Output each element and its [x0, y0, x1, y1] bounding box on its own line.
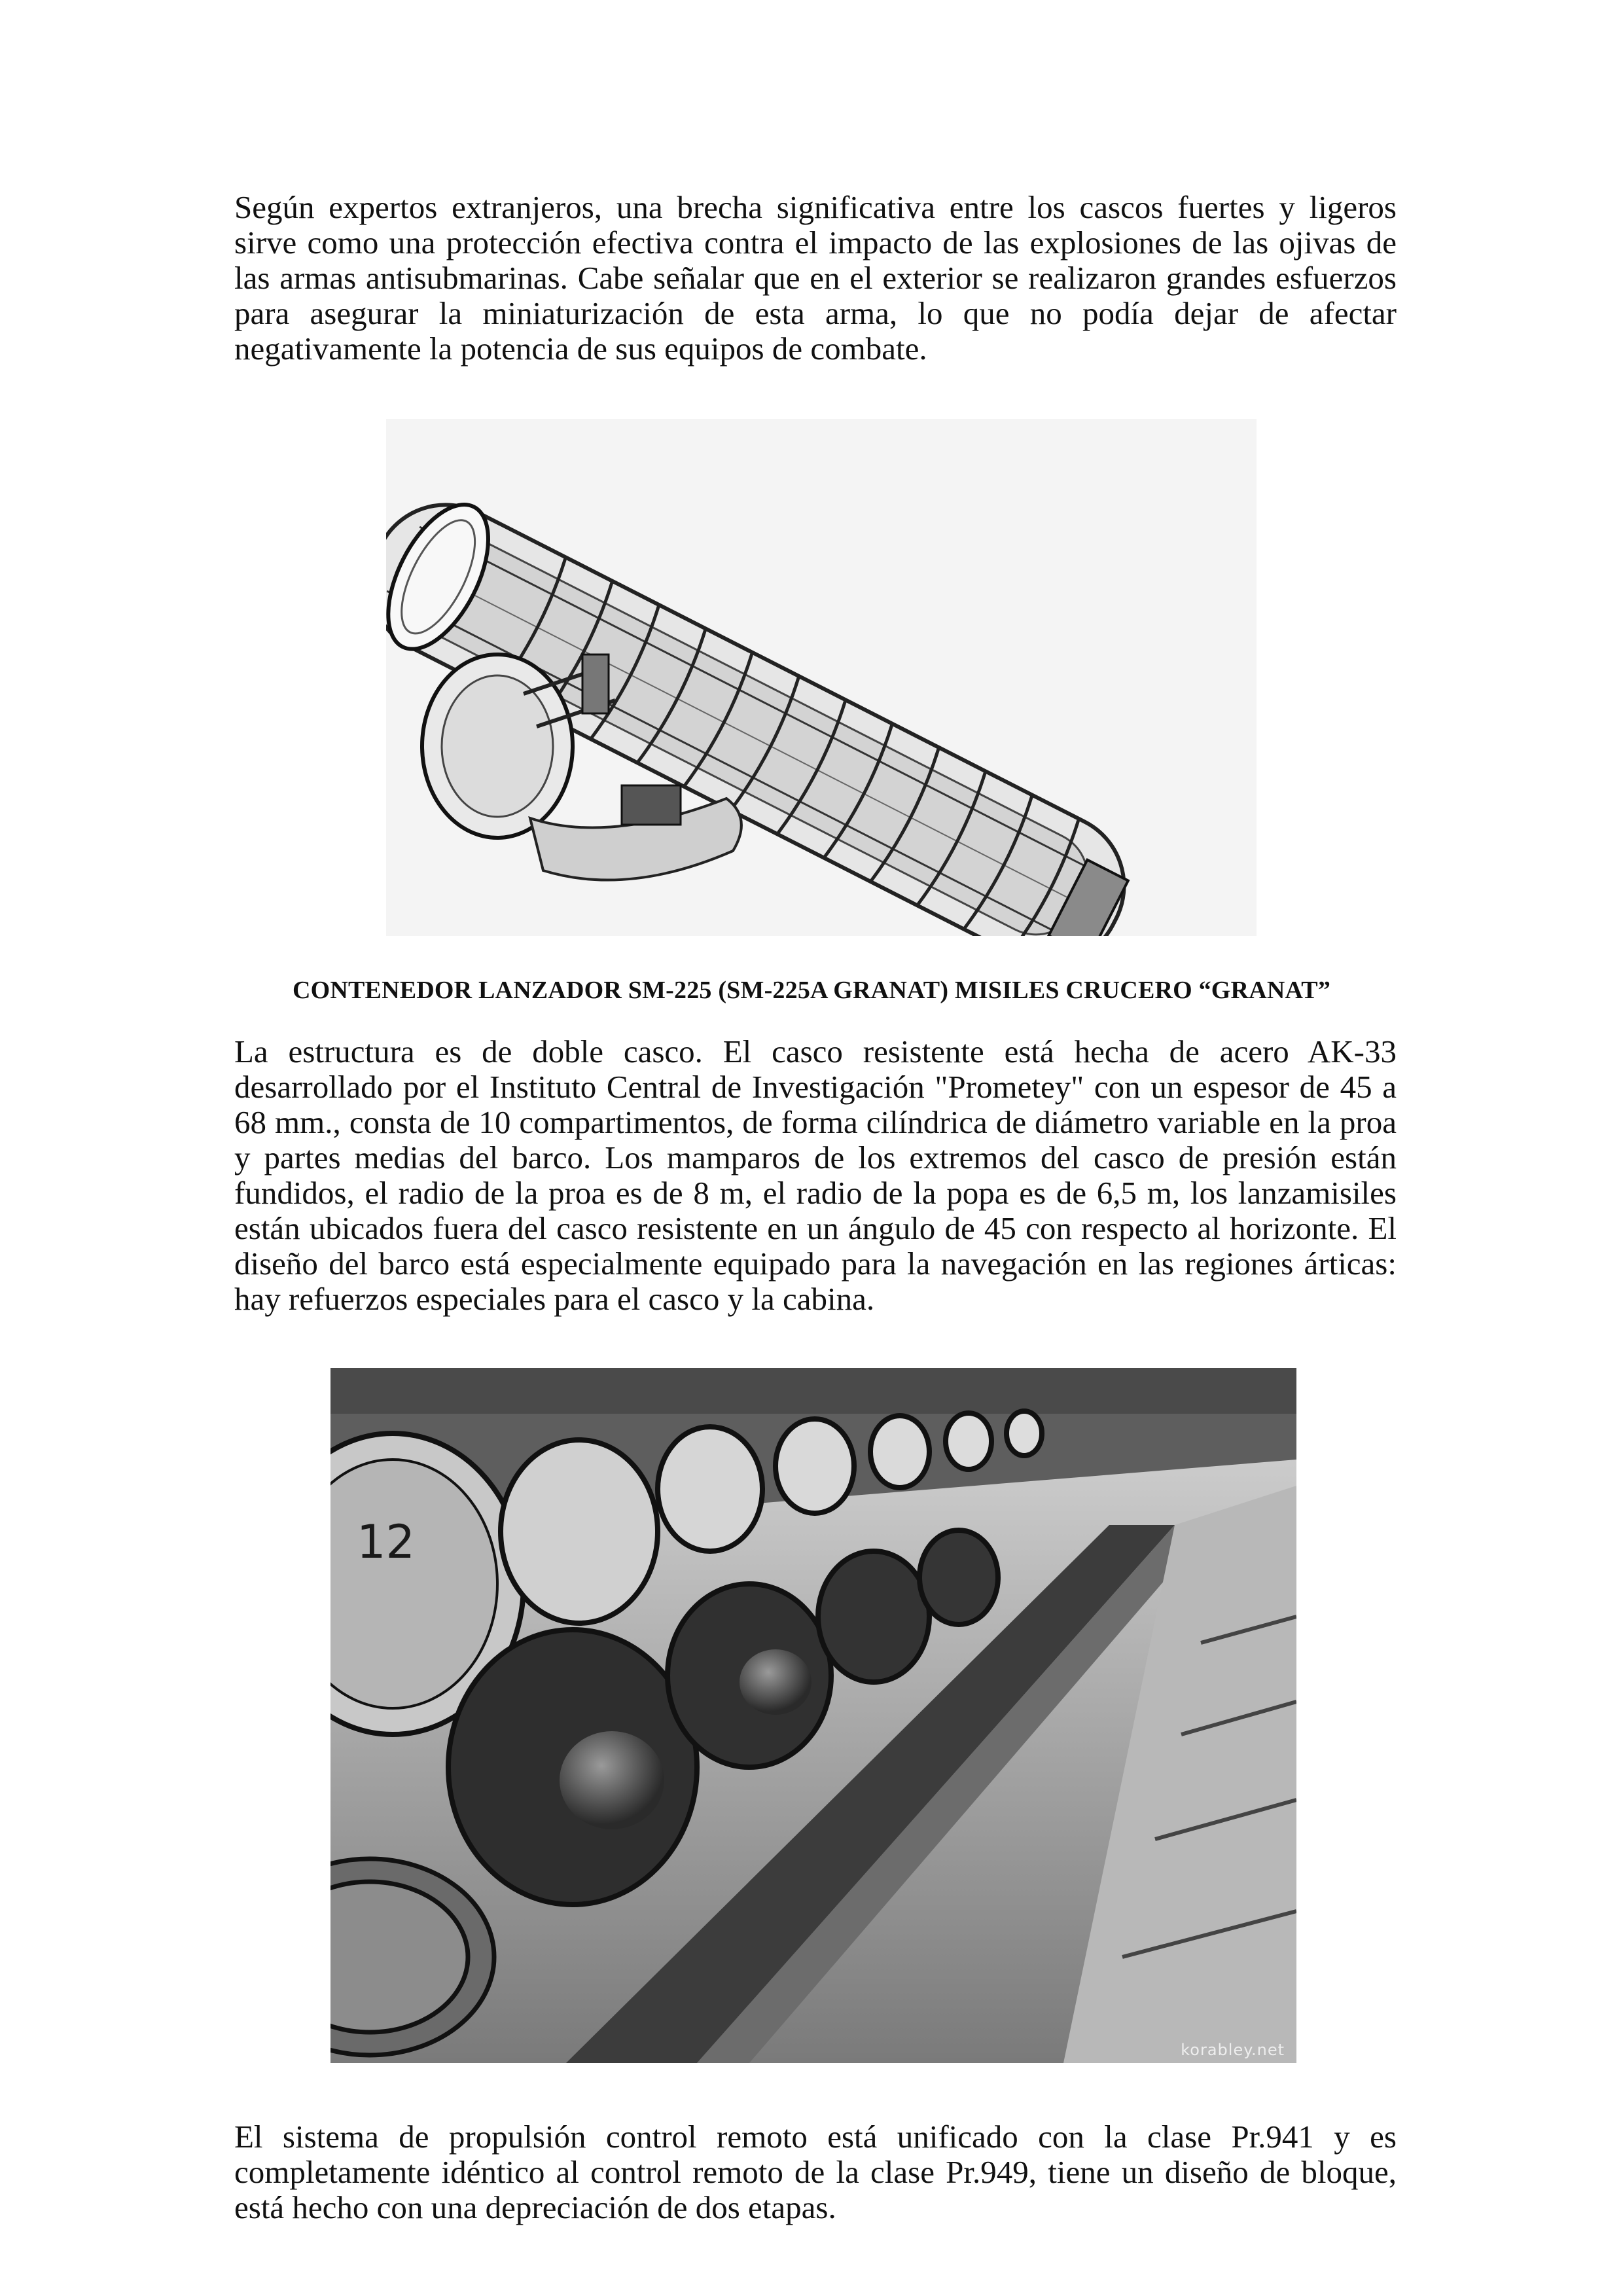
hatch-number-label: 12 — [357, 1515, 416, 1569]
missile-hatches-photo — [330, 1368, 1296, 2063]
paragraph-intro: Según expertos extranjeros, una brecha significativa entre los cascos fuertes y ligeros sirve como una protección efectiva contra el impacto de las explosiones de las ojivas de las armas antisubmarinas. Cabe señalar que en el exterior se realizaron grandes esfuerzos para asegurar la miniaturización de esta arma, lo que no podía dejar de afectar negativamente la potencia de sus equipos de combate. — [234, 189, 1397, 367]
launcher-container-illustration — [386, 419, 1257, 936]
paragraph-propulsion: El sistema de propulsión control remoto está unificado con la clase Pr.941 y es completamente idéntico al control remoto de la clase Pr.949, tiene un diseño de bloque, está hecho con una depreciación de dos etapas. — [234, 2119, 1397, 2225]
photo-watermark: korabley.net — [1181, 2041, 1285, 2059]
figure-caption: CONTENEDOR LANZADOR SM-225 (SM-225A GRANAT) MISILES CRUCERO “GRANAT” — [292, 977, 1331, 1004]
paragraph-structure: La estructura es de doble casco. El casco resistente está hecha de acero AK-33 desarrollado por el Instituto Central de Investigación "Prometey" con un espesor de 45 a 68 mm., consta de 10 compartimentos, de forma cilíndrica de diámetro variable en la proa y partes medias del barco. Los mamparos de los extremos del casco de presión están fundidos, el radio de la proa es de 8 m, el radio de la popa es de 6,5 m, los lanzamisiles están ubicados fuera del casco resistente en un ángulo de 45 con respecto al horizonte. El diseño del barco está especialmente equipado para la navegación en las regiones árticas: hay refuerzos especiales para el casco y la cabina. — [234, 1033, 1397, 1317]
